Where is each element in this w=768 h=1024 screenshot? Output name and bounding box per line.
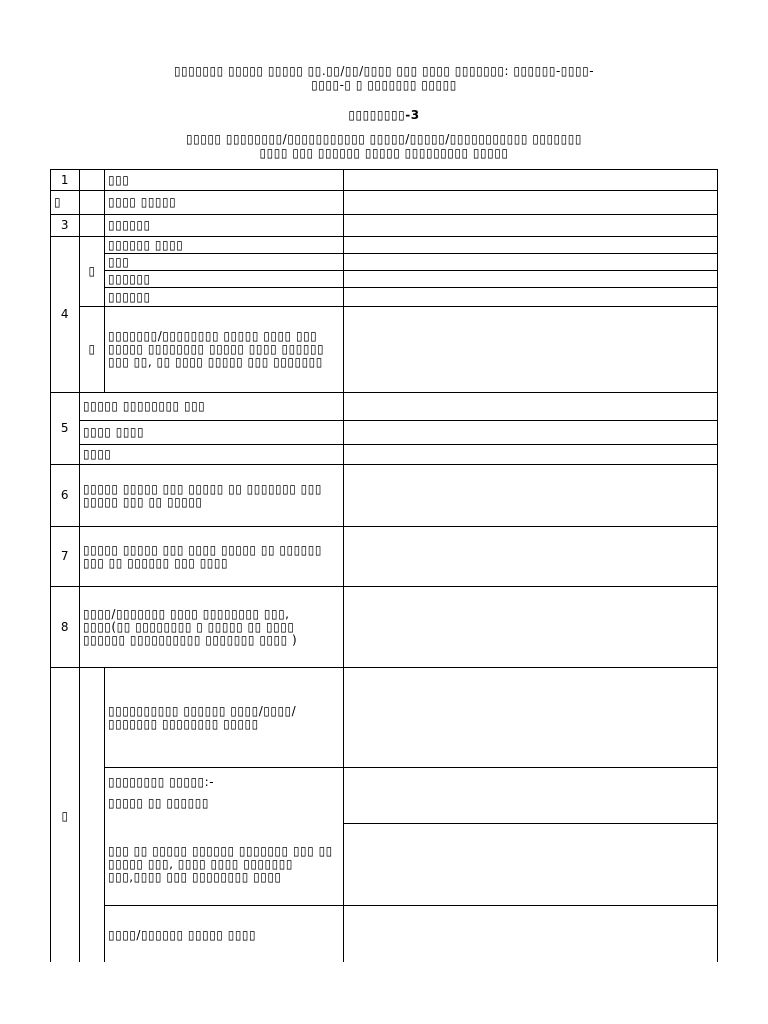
field-value-8[interactable] — [344, 587, 718, 668]
field-label-6: ▯▯▯▯▯ ▯▯▯▯▯ ▯▯▯ ▯▯▯▯▯ ▯▯ ▯▯▯▯▯▯▯ ▯▯▯ ▯▯▯▯▯ ▯▯▯ ▯▯ ▯▯▯▯▯ — [80, 465, 344, 527]
table-row — [51, 393, 718, 421]
field-value-6[interactable] — [344, 465, 718, 527]
table-row — [51, 170, 718, 191]
field-label-9-3: ▯▯▯ ▯▯ ▯▯▯▯▯ ▯▯▯▯▯▯ ▯▯▯▯▯▯▯ ▯▯▯ ▯▯ ▯▯▯▯▯ ▯▯▯, ▯▯▯▯ ▯▯▯▯ ▯▯▯▯▯▯▯ ▯▯▯,▯▯▯▯ ▯▯▯ ▯▯▯▯▯▯▯▯ ▯▯▯▯ — [105, 824, 344, 906]
table-row — [51, 768, 718, 824]
field-value-5-3[interactable] — [344, 445, 718, 465]
field-value-9-4[interactable] — [344, 906, 718, 966]
field-value-4a-2[interactable] — [344, 254, 718, 271]
document-heading — [40, 64, 728, 92]
row-number: 7 — [51, 527, 80, 587]
field-label-4a-4: ▯▯▯▯▯▯ — [105, 288, 344, 307]
field-label-5-2: ▯▯▯▯ ▯▯▯▯ — [80, 421, 344, 445]
empty-cell — [80, 170, 105, 191]
form-table — [50, 169, 718, 966]
field-value-9-2[interactable] — [344, 768, 718, 824]
field-label-4b: ▯▯▯▯▯▯▯/▯▯▯▯▯▯▯▯ ▯▯▯▯▯ ▯▯▯▯ ▯▯▯ ▯▯▯▯▯ ▯▯▯▯▯▯▯▯ ▯▯▯▯▯ ▯▯▯▯ ▯▯▯▯▯▯ ▯▯▯ ▯▯, ▯▯ ▯▯▯▯ ▯▯▯▯▯ ▯▯▯ ▯▯▯▯▯▯▯ — [105, 307, 344, 393]
field-label-father-name: ▯▯▯▯ ▯▯▯▯▯ — [105, 191, 344, 215]
field-label-9-2-item: ▯▯▯▯▯ ▯▯ ▯▯▯▯▯▯ — [108, 796, 209, 810]
field-label-9-2-heading: ▯▯▯▯▯▯▯▯ ▯▯▯▯▯:- — [108, 775, 215, 789]
field-value-4a-1[interactable] — [344, 237, 718, 254]
field-label-9-4: ▯▯▯▯/▯▯▯▯▯▯ ▯▯▯▯▯ ▯▯▯▯ — [105, 906, 344, 966]
table-row — [51, 215, 718, 237]
field-value-7[interactable] — [344, 527, 718, 587]
heading-line-2: ▯▯▯▯-▯ ▯ ▯▯▯▯▯▯▯ ▯▯▯▯▯ — [311, 78, 457, 92]
sub-marker: ▯ — [80, 307, 105, 393]
table-row — [51, 191, 718, 215]
table-row — [51, 527, 718, 587]
field-value-9-1[interactable] — [344, 668, 718, 768]
table-row — [51, 824, 718, 906]
table-row — [51, 906, 718, 966]
table-row — [51, 445, 718, 465]
field-label-9-2 — [105, 768, 344, 824]
table-row — [51, 307, 718, 393]
row-number: 4 — [51, 237, 80, 393]
field-value-5-1[interactable] — [344, 393, 718, 421]
field-value-4a-4[interactable] — [344, 288, 718, 307]
empty-cell — [80, 215, 105, 237]
field-value-father-name[interactable] — [344, 191, 718, 215]
field-value-9-3[interactable] — [344, 824, 718, 906]
row-number: 5 — [51, 393, 80, 465]
field-label-name: ▯▯▯ — [105, 170, 344, 191]
row-number: ▯ — [51, 191, 80, 215]
subtitle-line-2: ▯▯▯▯ ▯▯▯ ▯▯▯▯▯▯ ▯▯▯▯▯ ▯▯▯▯▯▯▯▯▯ ▯▯▯▯▯ — [259, 146, 509, 160]
field-label-5-1: ▯▯▯▯▯ ▯▯▯▯▯▯▯▯ ▯▯▯ — [80, 393, 344, 421]
annexure-label: ▯▯▯▯▯▯▯▯-3 — [348, 108, 420, 122]
field-value-5-2[interactable] — [344, 421, 718, 445]
row-number: ▯ — [51, 668, 80, 966]
field-label-4a-3: ▯▯▯▯▯▯ — [105, 271, 344, 288]
form-subtitle — [40, 132, 728, 160]
field-value-address[interactable] — [344, 215, 718, 237]
empty-cell — [80, 191, 105, 215]
row-number: 1 — [51, 170, 80, 191]
row-number: 3 — [51, 215, 80, 237]
field-label-4a-2: ▯▯▯ — [105, 254, 344, 271]
table-row — [51, 254, 718, 271]
field-label-8: ▯▯▯▯/▯▯▯▯▯▯▯ ▯▯▯▯ ▯▯▯▯▯▯▯▯ ▯▯▯, ▯▯▯▯(▯▯ ▯▯▯▯▯▯▯▯ ▯ ▯▯▯▯▯ ▯▯ ▯▯▯▯ ▯▯▯▯▯▯ ▯▯▯▯▯▯▯▯▯▯ ▯▯▯▯▯▯▯ ▯▯▯▯ ) — [80, 587, 344, 668]
table-row — [51, 587, 718, 668]
field-label-5-3: ▯▯▯▯ — [80, 445, 344, 465]
field-label-address: ▯▯▯▯▯▯ — [105, 215, 344, 237]
table-row — [51, 465, 718, 527]
row-number: 6 — [51, 465, 80, 527]
table-row — [51, 271, 718, 288]
heading-line-1: ▯▯▯▯▯▯▯ ▯▯▯▯▯ ▯▯▯▯▯ ▯▯.▯▯/▯▯/▯▯▯▯ ▯▯▯ ▯▯▯▯ ▯▯▯▯▯▯▯: ▯▯▯▯▯▯-▯▯▯▯- — [173, 64, 595, 78]
field-label-9-1: ▯▯▯▯▯▯▯▯▯▯ ▯▯▯▯▯▯ ▯▯▯▯/▯▯▯▯/▯▯▯▯▯▯▯ ▯▯▯▯▯▯▯▯ ▯▯▯▯▯ — [105, 668, 344, 768]
field-label-7: ▯▯▯▯▯ ▯▯▯▯▯ ▯▯▯ ▯▯▯▯ ▯▯▯▯▯ ▯▯ ▯▯▯▯▯▯ ▯▯▯ ▯▯ ▯▯▯▯▯▯ ▯▯▯ ▯▯▯▯ — [80, 527, 344, 587]
sub-marker: ▯ — [80, 237, 105, 307]
field-value-4a-3[interactable] — [344, 271, 718, 288]
row-number: 8 — [51, 587, 80, 668]
field-value-name[interactable] — [344, 170, 718, 191]
empty-cell — [80, 668, 105, 966]
page-bottom-edge — [0, 962, 768, 1024]
field-value-4b[interactable] — [344, 307, 718, 393]
table-row — [51, 288, 718, 307]
field-label-4a-1: ▯▯▯▯▯▯ ▯▯▯▯ — [105, 237, 344, 254]
table-row — [51, 668, 718, 768]
subtitle-line-1: ▯▯▯▯▯ ▯▯▯▯▯▯▯▯/▯▯▯▯▯▯▯▯▯▯▯ ▯▯▯▯▯/▯▯▯▯▯/▯▯▯▯▯▯▯▯▯▯▯ ▯▯▯▯▯▯▯ — [186, 132, 582, 146]
table-row — [51, 237, 718, 254]
table-row — [51, 421, 718, 445]
